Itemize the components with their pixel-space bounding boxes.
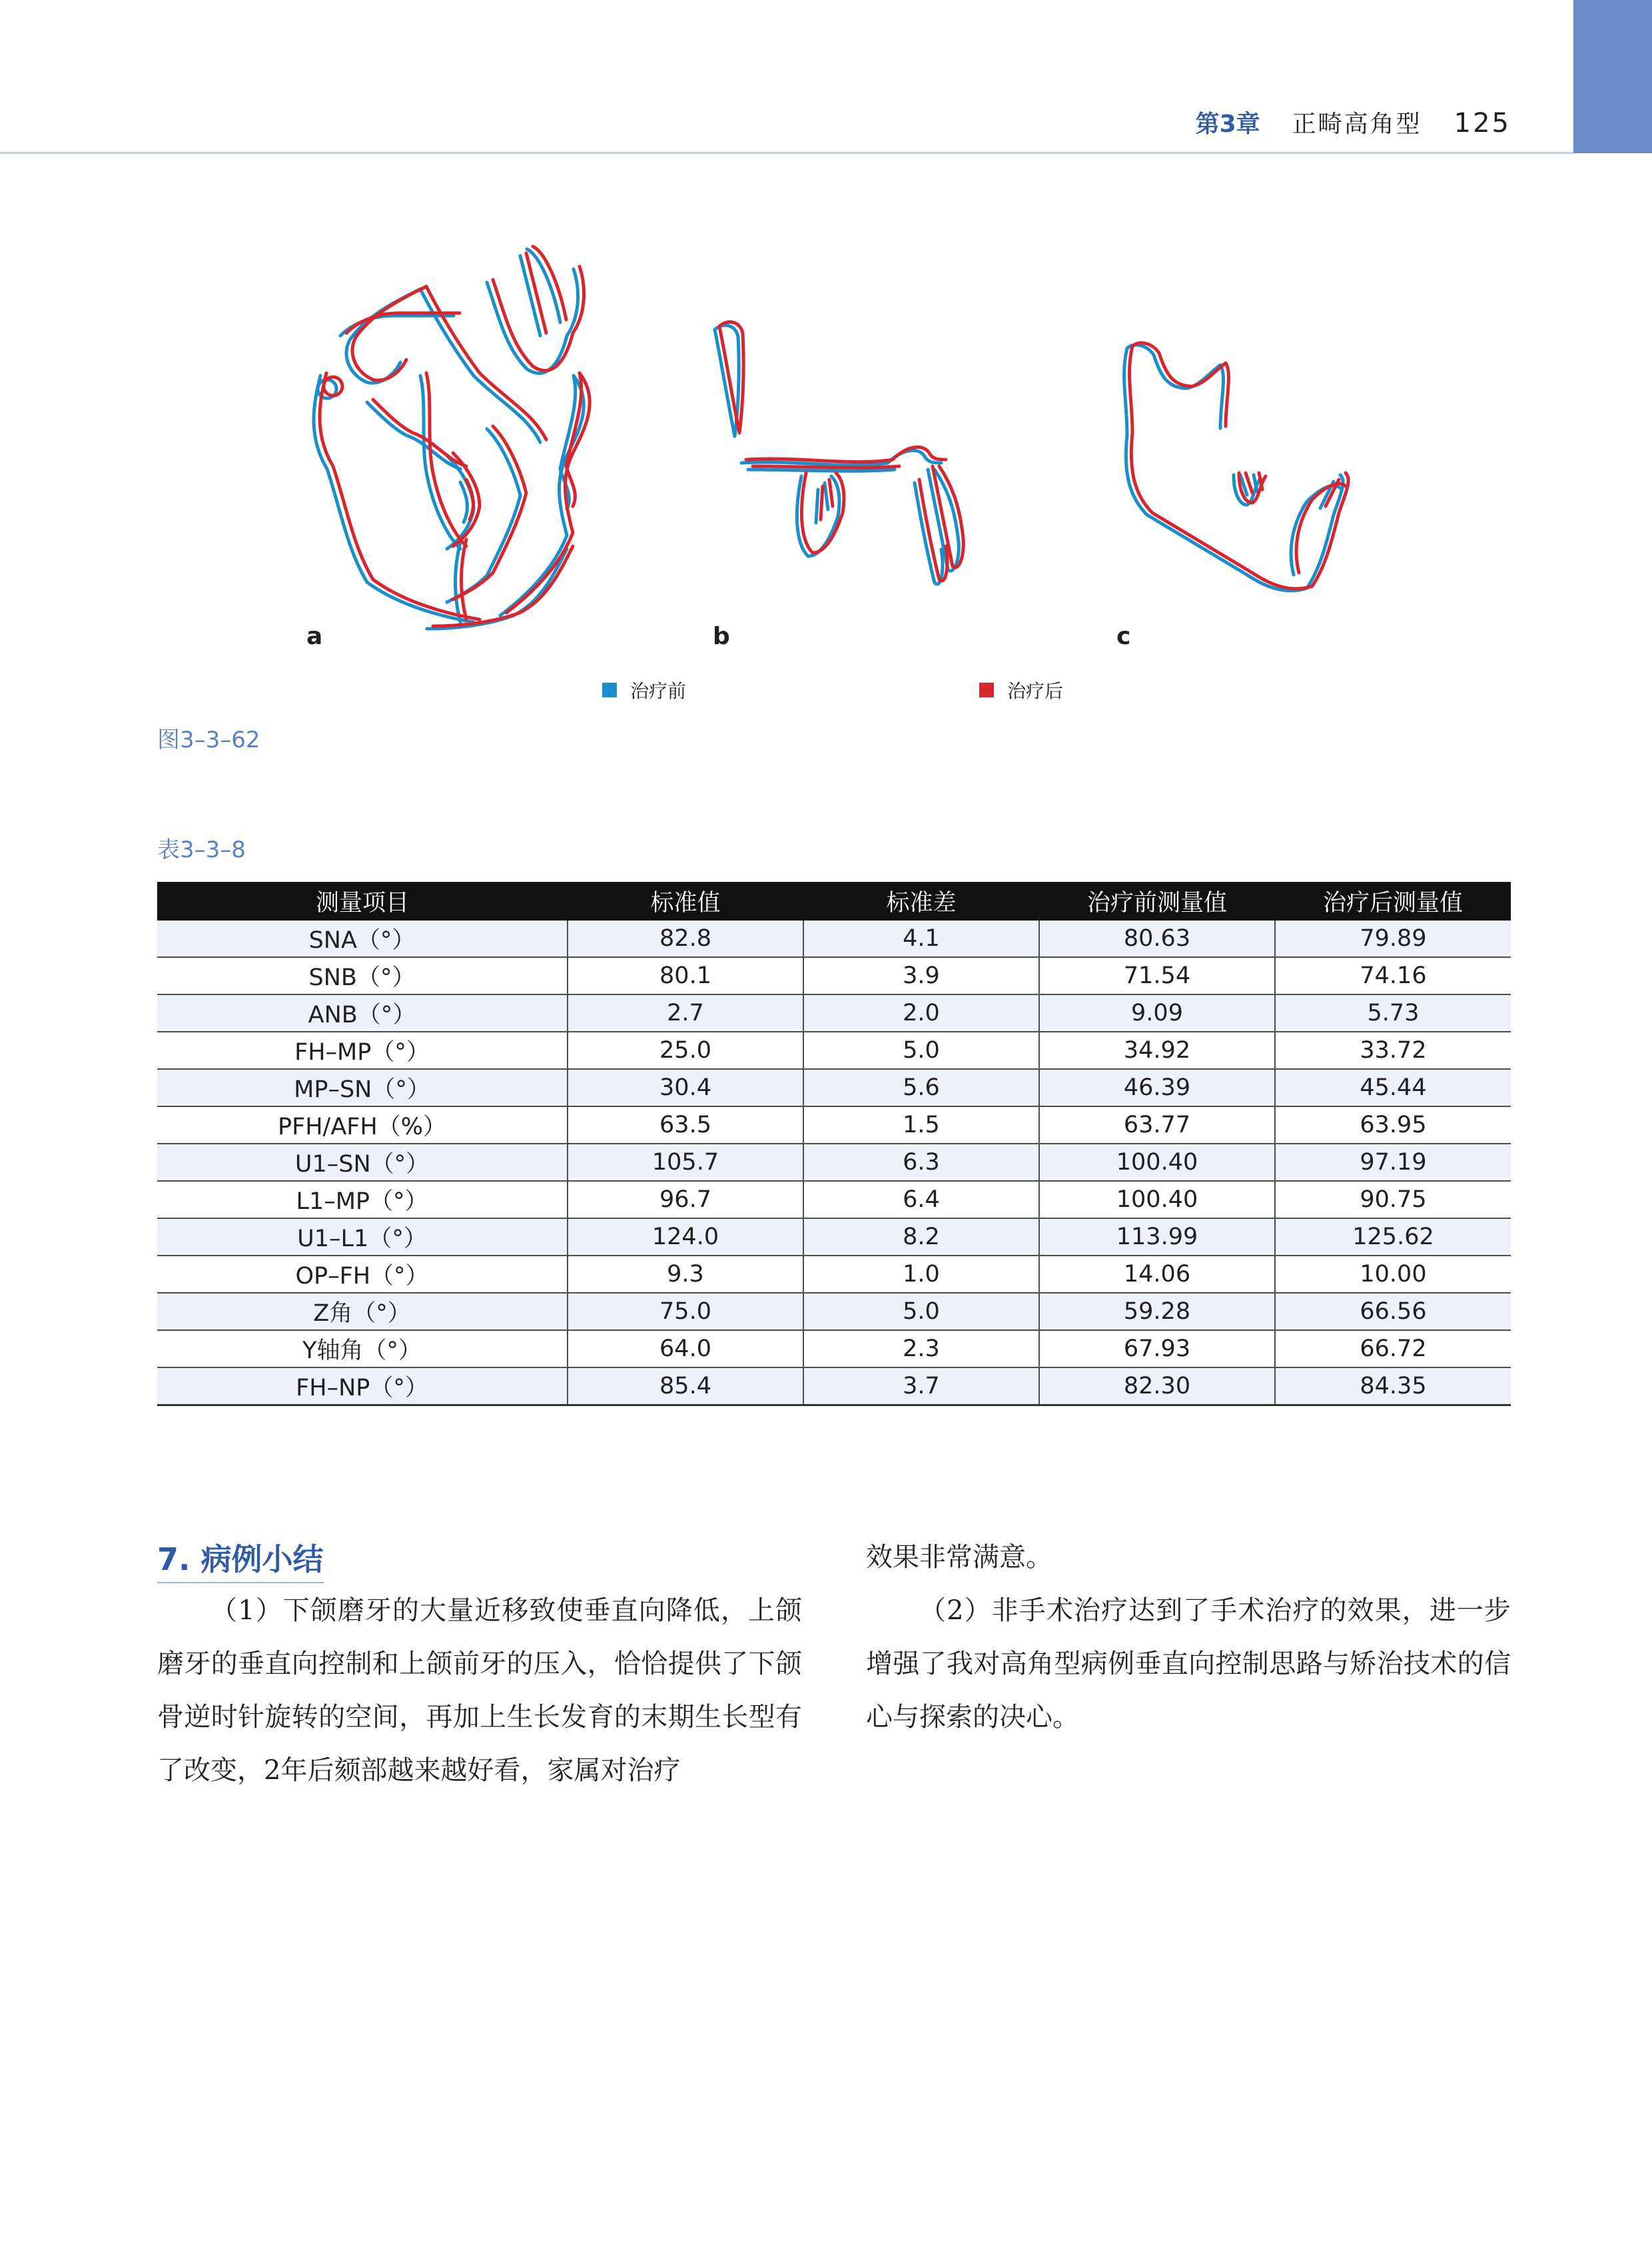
cell-sd: 2.0 (803, 994, 1039, 1032)
cell-after: 79.89 (1275, 921, 1511, 957)
cell-before: 9.09 (1039, 994, 1275, 1032)
cell-after: 74.16 (1275, 957, 1511, 994)
cell-item: SNB（°） (157, 957, 568, 994)
table-row (157, 1032, 1511, 1069)
legend-before (602, 677, 686, 703)
cell-standard: 124.0 (568, 1218, 803, 1256)
panel-label-c: c (1116, 623, 1131, 650)
figure-caption: 图3–3–62 (157, 727, 260, 753)
cell-item: SNA（°） (157, 921, 568, 957)
table-caption: 表3–3–8 (157, 837, 246, 863)
cell-after: 84.35 (1275, 1367, 1511, 1405)
panel-label-b: b (713, 623, 730, 650)
table-row (157, 1256, 1511, 1293)
cell-sd: 6.3 (803, 1144, 1039, 1181)
cell-before: 80.63 (1039, 921, 1275, 957)
cell-sd: 1.0 (803, 1256, 1039, 1293)
cell-after: 5.73 (1275, 994, 1511, 1032)
cell-sd: 5.0 (803, 1293, 1039, 1330)
paragraph-2: （2）非手术治疗达到了手术治疗的效果，进一步增强了我对高角型病例垂直向控制思路与矫治技术的信心与探索的决心。 (866, 1595, 1511, 1732)
cell-after: 63.95 (1275, 1106, 1511, 1144)
table-row (157, 1069, 1511, 1106)
cell-after: 33.72 (1275, 1032, 1511, 1069)
cell-sd: 3.9 (803, 957, 1039, 994)
legend-after-label: 治疗后 (1007, 680, 1064, 702)
cell-standard: 64.0 (568, 1330, 803, 1367)
cell-standard: 75.0 (568, 1293, 803, 1330)
cell-after: 66.72 (1275, 1330, 1511, 1367)
cell-sd: 8.2 (803, 1218, 1039, 1256)
table-row (157, 1367, 1511, 1405)
cell-sd: 5.0 (803, 1032, 1039, 1069)
section-title: 7. 病例小结 (157, 1535, 324, 1583)
table-row (157, 1218, 1511, 1256)
header-before: 治疗前测量值 (1039, 882, 1275, 921)
tracing-b-before (715, 325, 959, 584)
cell-after: 45.44 (1275, 1069, 1511, 1106)
cell-sd: 4.1 (803, 921, 1039, 957)
panel-label-a: a (306, 623, 323, 650)
cell-sd: 2.3 (803, 1330, 1039, 1367)
cell-standard: 96.7 (568, 1181, 803, 1218)
cell-item: PFH/AFH（%） (157, 1106, 568, 1144)
cell-standard: 9.3 (568, 1256, 803, 1293)
chapter-title: 正畸高角型 (1292, 111, 1422, 138)
cell-before: 63.77 (1039, 1106, 1275, 1144)
table-row (157, 1330, 1511, 1367)
paragraph-1-col2: 效果非常满意。 (866, 1542, 1052, 1573)
cell-before: 59.28 (1039, 1293, 1275, 1330)
chapter-number: 第3章 (1195, 111, 1260, 138)
cell-item: U1–L1（°） (157, 1218, 568, 1256)
cell-standard: 85.4 (568, 1367, 803, 1405)
cell-before: 14.06 (1039, 1256, 1275, 1293)
table-header-row (157, 882, 1511, 921)
cell-standard: 82.8 (568, 921, 803, 957)
cell-before: 34.92 (1039, 1032, 1275, 1069)
legend-after (979, 677, 1063, 703)
cell-before: 100.40 (1039, 1144, 1275, 1181)
table-row (157, 1181, 1511, 1218)
cell-after: 10.00 (1275, 1256, 1511, 1293)
cell-item: FH–MP（°） (157, 1032, 568, 1069)
header-standard: 标准值 (568, 882, 803, 921)
table-row (157, 1293, 1511, 1330)
cell-sd: 1.5 (803, 1106, 1039, 1144)
cell-before: 71.54 (1039, 957, 1275, 994)
cell-before: 67.93 (1039, 1330, 1275, 1367)
measurement-table (157, 882, 1511, 1406)
cell-before: 46.39 (1039, 1069, 1275, 1106)
cephalometric-tracing-figure (0, 0, 1652, 733)
cell-item: Y轴角（°） (157, 1330, 568, 1367)
tracing-c-after (1130, 343, 1349, 589)
cell-item: MP–SN（°） (157, 1069, 568, 1106)
paragraph-1-col1: （1）下颌磨牙的大量近移致使垂直向降低，上颌磨牙的垂直向控制和上颌前牙的压入，恰恰提供了下颌骨逆时针旋转的空间，再加上生长发育的末期生长型有了改变，2年后颏部越来越好看，家属对治疗 (157, 1595, 802, 1786)
cell-item: U1–SN（°） (157, 1144, 568, 1181)
cell-standard: 105.7 (568, 1144, 803, 1181)
cell-item: OP–FH（°） (157, 1256, 568, 1293)
table-row (157, 921, 1511, 957)
cell-standard: 2.7 (568, 994, 803, 1032)
cell-standard: 25.0 (568, 1032, 803, 1069)
legend-before-swatch (602, 683, 617, 697)
cell-sd: 5.6 (803, 1069, 1039, 1106)
legend-before-label: 治疗前 (630, 680, 687, 702)
table-row (157, 994, 1511, 1032)
table-row (157, 1144, 1511, 1181)
cell-before: 100.40 (1039, 1181, 1275, 1218)
cell-item: L1–MP（°） (157, 1181, 568, 1218)
page-number: 125 (1453, 108, 1511, 139)
tracing-a-before (314, 249, 584, 629)
header-sd: 标准差 (803, 882, 1039, 921)
cell-after: 66.56 (1275, 1293, 1511, 1330)
legend-after-swatch (979, 683, 994, 697)
cell-after: 97.19 (1275, 1144, 1511, 1181)
cell-standard: 80.1 (568, 957, 803, 994)
cell-sd: 3.7 (803, 1367, 1039, 1405)
header-after: 治疗后测量值 (1275, 882, 1511, 921)
cell-after: 125.62 (1275, 1218, 1511, 1256)
cell-sd: 6.4 (803, 1181, 1039, 1218)
cell-before: 113.99 (1039, 1218, 1275, 1256)
cell-standard: 63.5 (568, 1106, 803, 1144)
cell-before: 82.30 (1039, 1367, 1275, 1405)
cell-item: ANB（°） (157, 994, 568, 1032)
cell-standard: 30.4 (568, 1069, 803, 1106)
header-item: 测量项目 (157, 882, 568, 921)
cell-item: Z角（°） (157, 1293, 568, 1330)
table-row (157, 1106, 1511, 1144)
tracing-c-before (1124, 345, 1344, 591)
cell-item: FH–NP（°） (157, 1367, 568, 1405)
cell-after: 90.75 (1275, 1181, 1511, 1218)
table-row (157, 957, 1511, 994)
